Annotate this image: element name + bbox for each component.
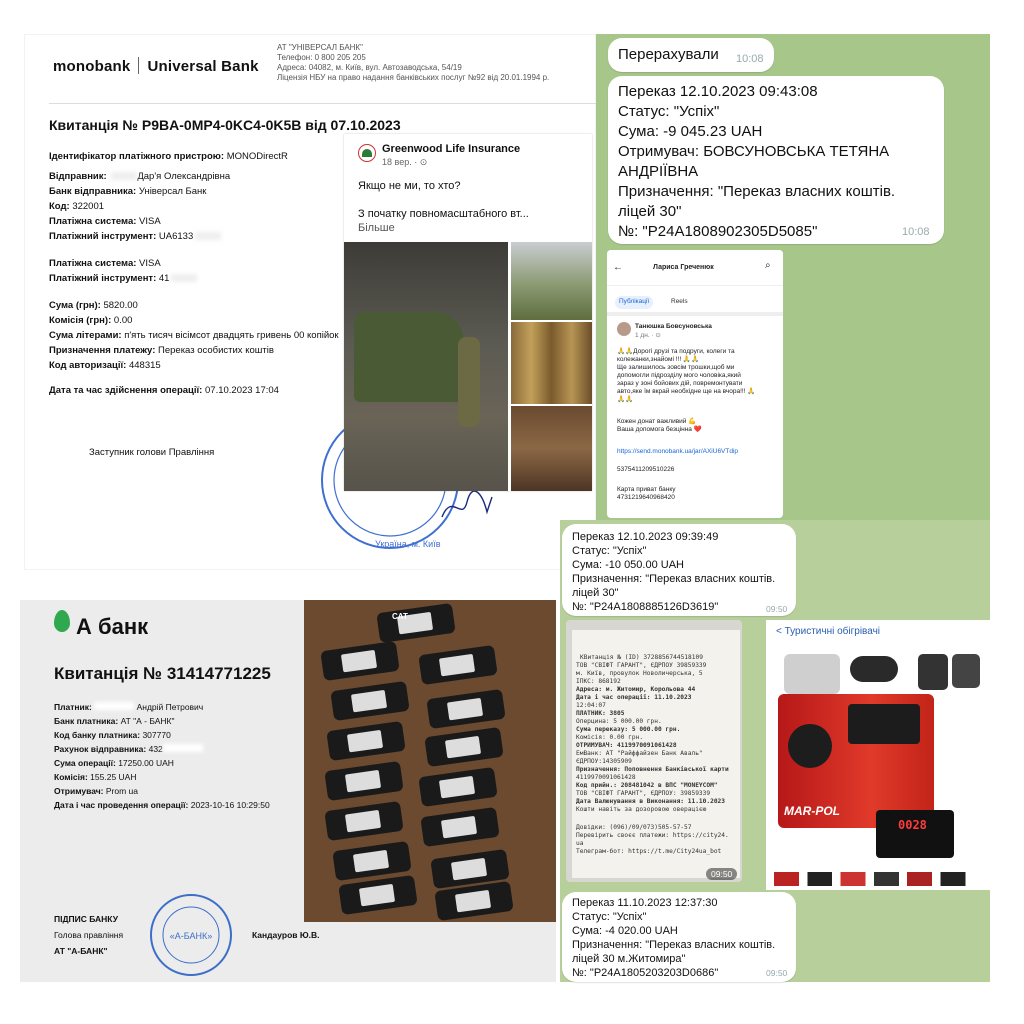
message-time: 09:50	[766, 968, 788, 978]
tourniquet	[418, 645, 497, 685]
receipt-title: Квитанція № P9BA-0MP4-0KC4-0K5B від 07.10.2023	[49, 117, 401, 133]
soldier-shape	[458, 337, 480, 427]
message-bubble[interactable]	[608, 38, 774, 72]
post-line: 🙏🙏Дорогі друзі та подруги, колеги та	[617, 348, 735, 355]
receipt-field: Ідентифікатор платіжного пристрою: MONODirectR	[49, 151, 288, 162]
tourniquet	[376, 603, 455, 643]
post-line: Ваша допомога безцінна ❤️	[617, 426, 702, 433]
receipt-field: Призначення платежу: Переказ особистих коштів	[49, 345, 274, 356]
fb-header	[607, 250, 783, 286]
post-line: колежанки,знайомі !!! 🙏🙏	[617, 356, 700, 363]
tourniquet	[338, 875, 417, 915]
remote-image	[952, 654, 980, 688]
signer-name: Кандауров Ю.В.	[252, 930, 320, 940]
post-author[interactable]: Танюшка Бовсуновська	[635, 323, 712, 330]
event-photo[interactable]	[511, 406, 592, 491]
receipt-field: Платіжний інструмент: 41	[49, 273, 197, 284]
abank-brand: А банк	[76, 614, 149, 639]
post-meta: 18 вер. · ⊙	[382, 157, 428, 167]
tourniquet	[426, 689, 505, 729]
receipt-field: Платник: Андрій Петрович	[54, 702, 204, 712]
facebook-post	[344, 134, 592, 491]
message-time: 09:50	[706, 868, 737, 880]
mono-brand: monobank	[53, 58, 131, 75]
message-line: Призначення: "Переказ власних коштів.	[618, 183, 896, 200]
sign-title: ПІДПИС БАНКУ	[54, 914, 118, 924]
message-line: Переказ 11.10.2023 12:37:30	[572, 897, 718, 909]
brand-label: MAR-POL	[784, 804, 840, 818]
post-meta: 1 дн. · ⊙	[635, 332, 661, 339]
receipt-field: Сума операції: 17250.00 UAH	[54, 758, 174, 768]
bank-info-line: АТ "УНІВЕРСАЛ БАНК"	[277, 43, 363, 52]
message-line: №: "P24A1805203203D0686"	[572, 967, 719, 979]
bank-info-line: Телефон: 0 800 205 205	[277, 53, 366, 62]
receipt-field: Банк відправника: Універсал Банк	[49, 186, 207, 197]
category-link[interactable]: < Туристичні обігрівачі	[776, 626, 881, 637]
receipt-field: Платіжний інструмент: UA6133	[49, 231, 221, 242]
tourniquet	[332, 841, 411, 881]
message-line: Призначення: "Переказ власних коштів.	[572, 939, 776, 951]
receipt-field: Сума літерами: п'ять тисяч вісімсот двадцять гривень 00 копійок	[49, 330, 339, 341]
message-line: Статус: "Успіх"	[572, 911, 647, 923]
thumbnail-strip[interactable]	[774, 872, 982, 886]
card-number: 4731219640968420	[617, 494, 675, 501]
message-line: Сума: -4 020.00 UAH	[572, 925, 678, 937]
signer-title: Заступник голови Правління	[89, 447, 215, 458]
tourniquet	[326, 721, 405, 761]
message-line: Переказ 12.10.2023 09:43:08	[618, 83, 818, 100]
message-line: Переказ 12.10.2023 09:39:49	[572, 531, 719, 543]
divider	[607, 312, 783, 316]
receipt-field: Платіжна система: VISA	[49, 216, 161, 227]
receipt-field: Дата та час здійснення операції: 07.10.2023 17:04	[49, 385, 279, 396]
tourniquet	[420, 807, 499, 847]
bank-info	[277, 43, 577, 83]
receipt-field: Банк платника: АТ "А - БАНК"	[54, 716, 175, 726]
receipt-field: Відправник: Дар'я Олександрівна	[49, 171, 231, 182]
message-time: 09:50	[766, 604, 788, 614]
message-bubble[interactable]	[608, 76, 944, 244]
post-line: допомогли підрозділу мого чоловіка,який	[617, 372, 741, 379]
message-line: Отримувач: БОВСУНОВСЬКА ТЕТЯНА	[618, 143, 890, 160]
message-line: №: "P24A1808902305D5085"	[618, 223, 818, 240]
receipt-field: Сума (грн): 5820.00	[49, 300, 138, 311]
bank-info-line: Адреса: 04082, м. Київ, вул. Автозаводська, 54/19	[277, 63, 462, 72]
tourniquet	[418, 767, 497, 807]
see-more-link[interactable]: Більше	[358, 222, 395, 234]
tourniquet	[324, 761, 403, 801]
post-line: авто,яке їм вкрай необхідне ще на вчора!!! 🙏	[617, 388, 756, 395]
tourniquet	[320, 641, 399, 681]
receipt-title: Квитанція № 31414771225	[54, 664, 271, 683]
receipt-field: Код: 322001	[49, 201, 105, 212]
tourniquet	[324, 801, 403, 841]
post-line: 🙏🙏	[617, 396, 634, 403]
message-line: Сума: -10 050.00 UAH	[572, 559, 684, 571]
tourniquet	[424, 727, 503, 767]
donation-link[interactable]: https://send.monobank.ua/jar/AXiU6VTdip	[617, 448, 739, 455]
message-line: Сума: -9 045.23 UAH	[618, 123, 763, 140]
receipt-field: Платіжна система: VISA	[49, 258, 161, 269]
tab-publications[interactable]: Публікації	[615, 296, 653, 309]
controller-display	[876, 810, 954, 858]
message-line: ліцей 30 м.Житомира"	[572, 953, 686, 965]
receipt-paper: КВитанція № (ID) 3728856744518109 ТОВ "СВІФТ ГАРАНТ", ЄДРПОУ 39859339 м. Київ, провулок Новоличерська, 5 ІПКС: 868192 Адреса: м. Житомир, Корольова 44 Дата і час операції: 11.10.2023 12:04:07 ПЛАТНИК: 3805 Оперцина: 5 000.00 грн. Сума переказу: 5 000.00 грн. Комісія: 0.00 грн. ОТРИМУВАЧ: 4119970091061428 ЕмВанк: АТ "Райффайзен Банк Аваль" ЄДРПОУ:14305909 Призначення: Поповнення Банківської карти 4119970091061428 Код прийн.: 208481042 в ВПС "MONEYCOM" ТОВ "СВІФТ ГАРАНТ", ЄДРПОУ: 39859339 Дата Валюнування в Виконання: 11.10.2023 Кошти навіть за дозоровою оверацією Довідки: (096)/09/073)505-57-57 Перевірить своєє платежи: https://city24. ua Телеграм-бот: https://t.me/City24ua_bot	[572, 630, 740, 878]
post-text: Якщо не ми, то хто?	[358, 180, 461, 192]
tank-shape	[354, 312, 464, 402]
sign-role: Голова правління	[54, 930, 124, 940]
message-time: 10:08	[736, 53, 764, 65]
svg-text:«А-БАНК»: «А-БАНК»	[169, 931, 213, 941]
receipt-field: Отримувач: Prom ua	[54, 786, 138, 796]
fan-grille	[788, 724, 832, 768]
profile-name[interactable]: Лариса Греченюк	[653, 264, 714, 271]
message-line: Статус: "Успіх"	[618, 103, 720, 120]
message-text: Перерахували	[618, 46, 719, 63]
sign-org: АТ "А-БАНК"	[54, 946, 108, 956]
post-text: З початку повномасштабного вт...	[358, 208, 529, 220]
soldier-tank-photo[interactable]	[344, 242, 508, 491]
universal-bank-brand: Universal Bank	[147, 58, 259, 75]
signature	[437, 487, 497, 527]
muffler-image	[850, 656, 898, 682]
tourniquet	[330, 681, 409, 721]
receipt-field: Комісія (грн): 0.00	[49, 315, 133, 326]
back-arrow-icon[interactable]: ←	[613, 262, 623, 273]
message-line: Статус: "Успіх"	[572, 545, 647, 557]
paper-receipt-photo[interactable]	[566, 620, 742, 882]
post-line: зараз у зоні бойових дій, повремонтувати	[617, 380, 743, 387]
message-line: ліцей 30"	[572, 587, 619, 599]
display-readout: 0028	[898, 818, 927, 832]
heater-image	[778, 694, 934, 828]
post-line: Карта приват банку	[617, 486, 676, 493]
post-line: Кожен донат важливий 💪	[617, 418, 697, 425]
search-icon[interactable]: ⌕	[765, 260, 771, 271]
greenwood-avatar	[358, 144, 376, 162]
message-line: ліцей 30"	[618, 203, 682, 220]
message-line: АНДРІЇВНА	[618, 163, 699, 180]
receipt-field: Дата і час проведення операції: 2023-10-16 10:29:50	[54, 800, 270, 810]
card-number: 5375411209510226	[617, 466, 675, 473]
message-bubble[interactable]	[562, 892, 796, 982]
message-line: Призначення: "Переказ власних коштів.	[572, 573, 776, 585]
tourniquets-photo[interactable]	[304, 600, 556, 922]
receipt-field: Комісія: 155.25 UAH	[54, 772, 137, 782]
receipt-field: Код банку платника: 307770	[54, 730, 171, 740]
control-panel	[848, 704, 920, 744]
post-line: Ще залишилось зовсім трошки,щоб ми	[617, 364, 735, 371]
shells-photo[interactable]	[511, 322, 592, 404]
bank-info-line: Ліцензія НБУ на право надання банківських послуг №92 від 20.01.1994 р.	[277, 73, 550, 82]
apple-logo-icon	[54, 610, 70, 632]
receipt-field: Код авторизації: 448315	[49, 360, 161, 371]
tourniquet-brand: CAT	[392, 612, 408, 621]
receipt-field: Рахунок відправника: 432	[54, 744, 203, 754]
accessory-image	[784, 654, 840, 694]
tab-reels[interactable]: Reels	[671, 298, 688, 305]
avatar	[617, 322, 631, 336]
divider	[49, 103, 597, 104]
message-bubble[interactable]	[562, 524, 796, 616]
facebook-screenshot	[607, 250, 783, 518]
abank-stamp	[146, 890, 236, 980]
message-line: №: "P24A1808885126D3619"	[572, 601, 719, 613]
post-author[interactable]: Greenwood Life Insurance	[382, 143, 521, 155]
stamp-text: Україна, м. Київ	[375, 539, 441, 549]
heater-product-card[interactable]	[766, 620, 990, 890]
field-photo[interactable]	[511, 242, 592, 320]
remote-image	[918, 654, 948, 690]
monobank-logo	[53, 57, 259, 75]
message-time: 10:08	[902, 226, 930, 238]
